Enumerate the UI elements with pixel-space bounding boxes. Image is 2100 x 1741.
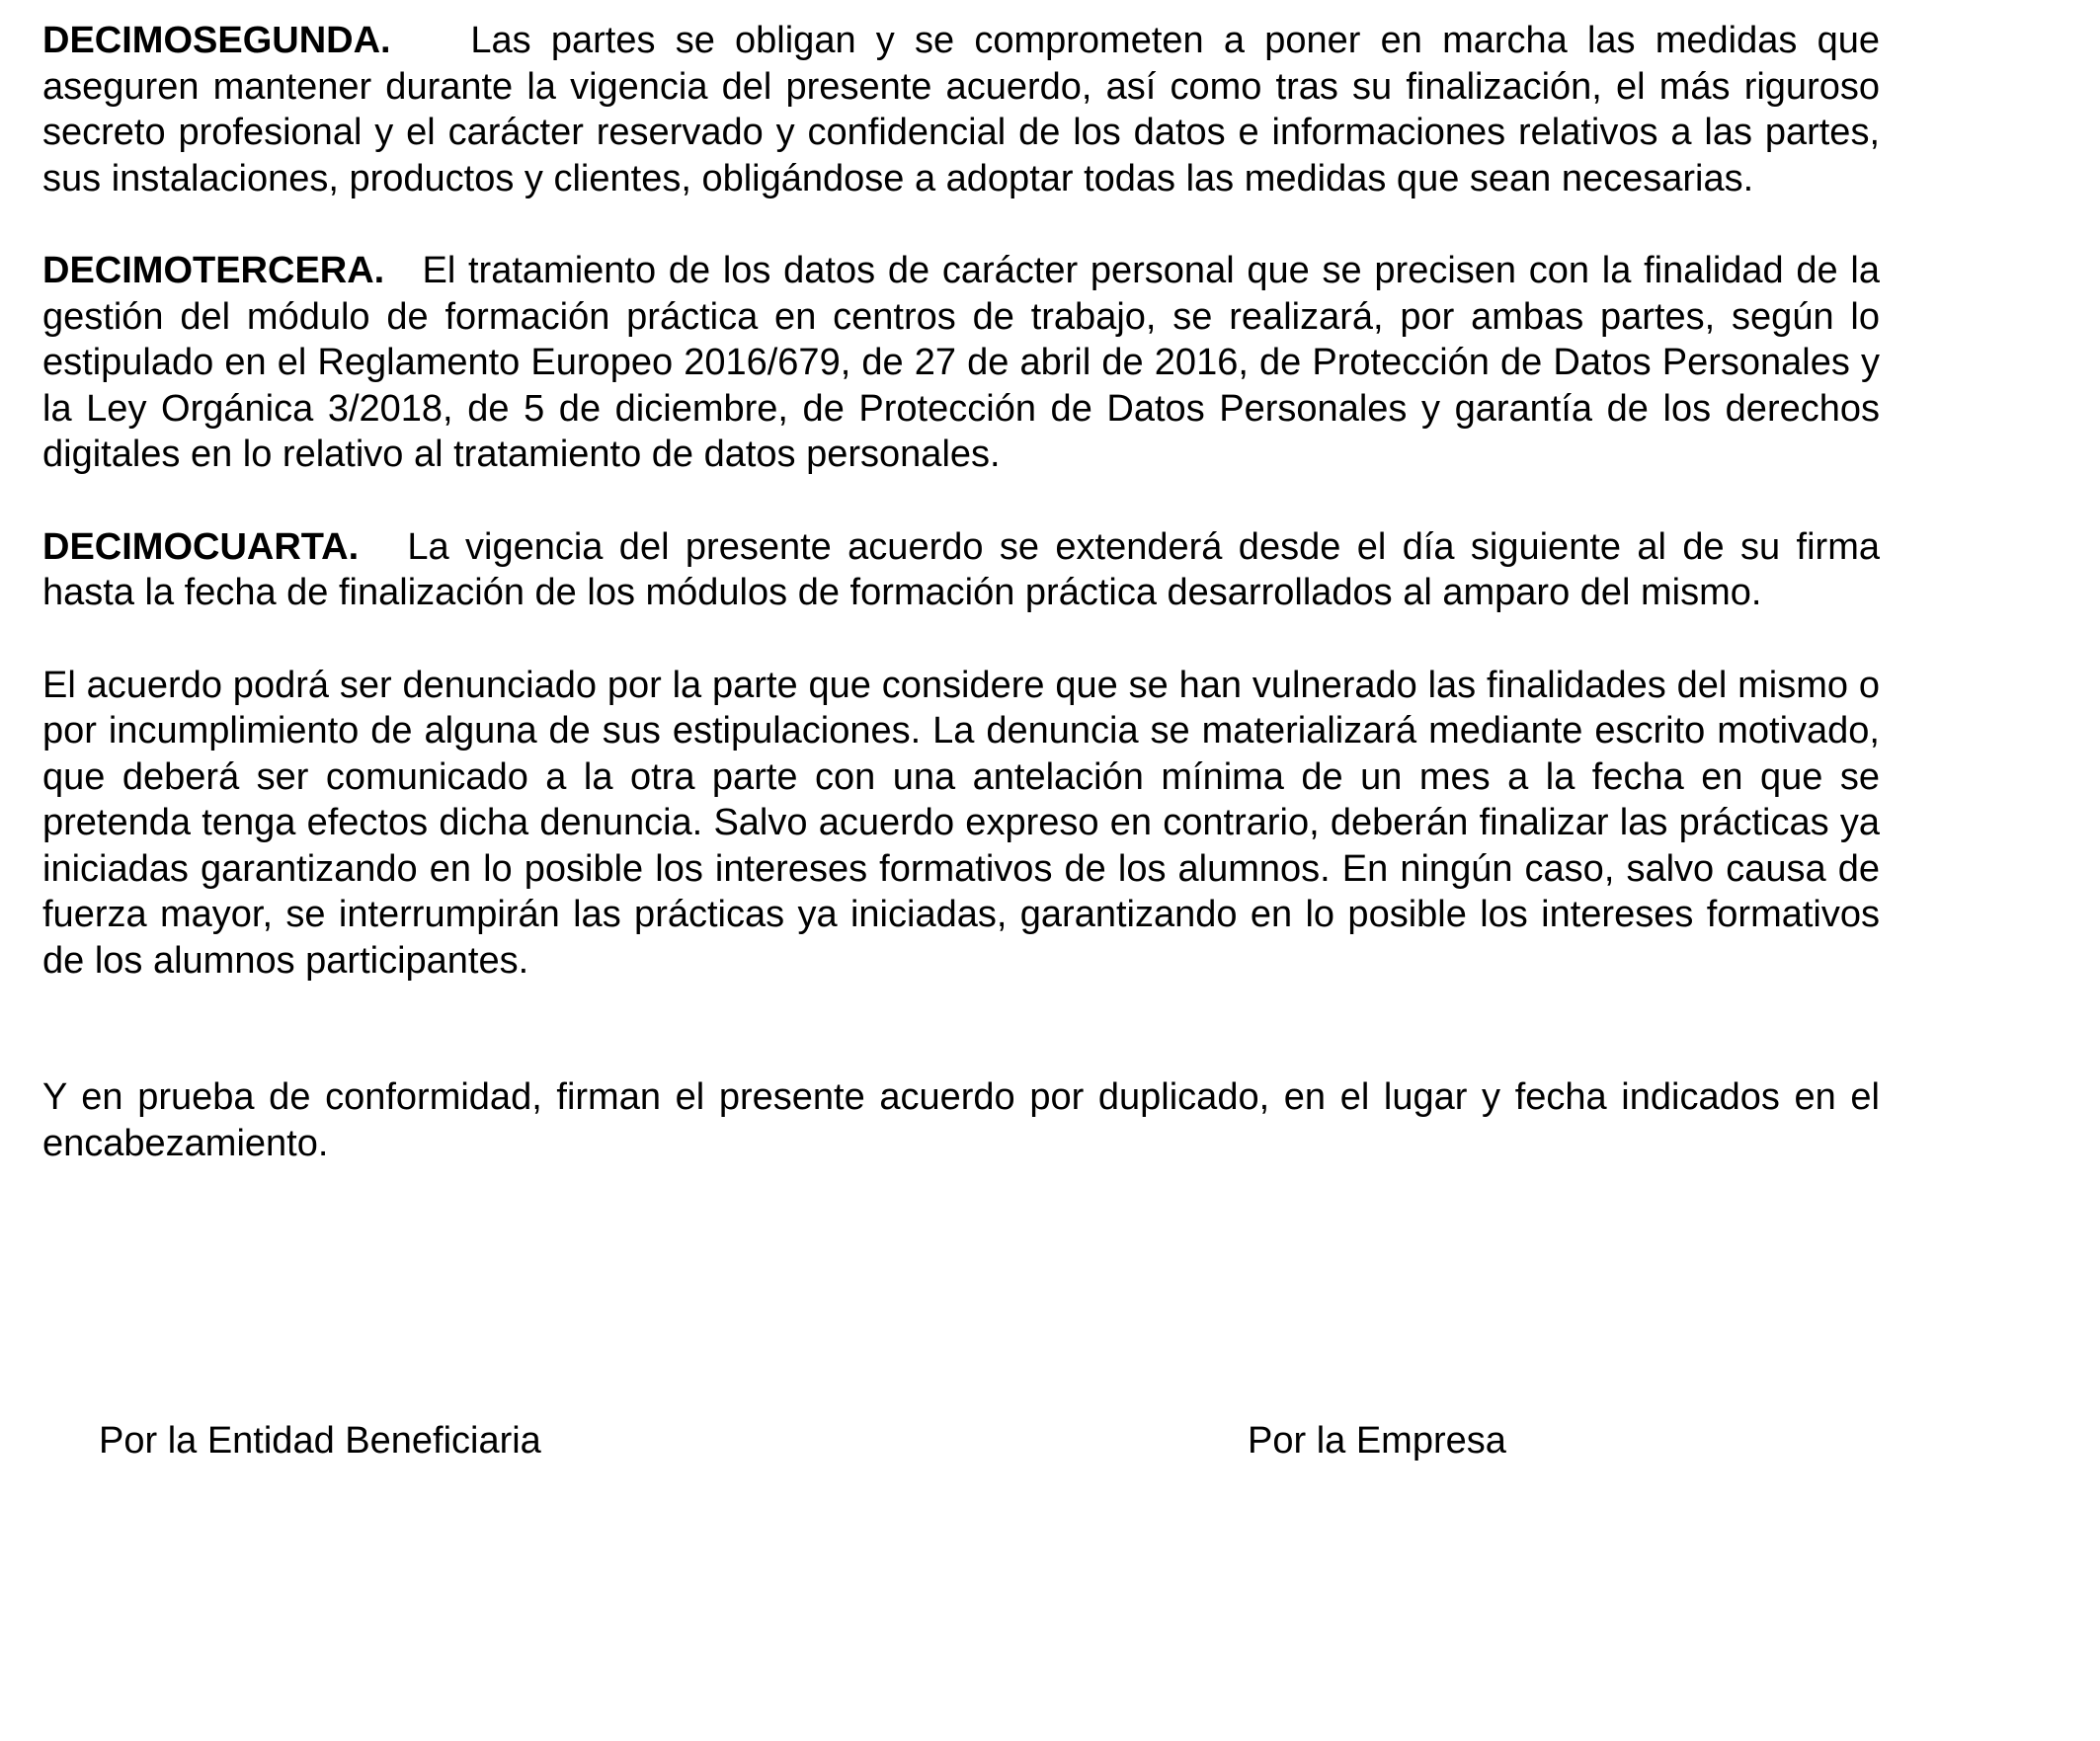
document-page	[42, 18, 1880, 1166]
paragraph-spacer	[42, 984, 1880, 1074]
clause-decimosegunda	[42, 18, 1880, 201]
clause-decimocuarta	[42, 524, 1880, 616]
signature-block	[0, 1418, 2100, 1477]
closing-paragraph: Y en prueba de conformidad, firman el presente acuerdo por duplicado, en el lugar y fecha indicados en el encabezamiento.	[42, 1076, 1880, 1164]
clause-label: DECIMOCUARTA.	[42, 525, 360, 568]
paragraph-spacer	[42, 478, 1880, 524]
clause-text: Las partes se obligan y se comprometen a poner en marcha las medidas que aseguren mantener durante la vigencia del presente acuerdo, así como tras su finalización, el más riguroso secreto profesional y el carácter reservado y confidencial de los datos e informaciones relativos a las partes, sus instalaciones, productos y clientes, obligándose a adoptar todas las medidas que sean necesarias.	[42, 20, 1881, 199]
clause-text: La vigencia del presente acuerdo se extenderá desde el día siguiente al de su firma hasta la fecha de finalización de los módulos de formación práctica desarrollados al amparo del mismo.	[42, 525, 1880, 613]
clause-label: DECIMOTERCERA.	[42, 250, 385, 291]
clause-text: El tratamiento de los datos de carácter personal que se precisen con la finalidad de la gestión del módulo de formación práctica en centros de trabajo, se realizará, por ambas partes, según lo estipulado en el Reglamento Europeo 2016/679, de 27 de abril de 2016, de Protección de Datos Personales y la Ley Orgánica 3/2018, de 5 de diciembre, de Protección de Datos Personales y garantía de los derechos digitales en lo relativo al tratamiento de datos personales.	[42, 250, 1880, 475]
clause-decimotercera	[42, 248, 1880, 478]
clause-label: DECIMOSEGUNDA.	[42, 20, 391, 61]
paragraph-spacer	[42, 201, 1880, 248]
signature-label-empresa: Por la Empresa	[1248, 1420, 1506, 1462]
paragraph-spacer	[42, 616, 1880, 663]
denuncia-paragraph: El acuerdo podrá ser denunciado por la parte que considere que se han vulnerado las finalidades del mismo o por incumplimiento de alguna de sus estipulaciones. La denuncia se materializará mediante escrito motivado, que deberá ser comunicado a la otra parte con una antelación mínima de un mes a la fecha en que se pretenda tenga efectos dicha denuncia. Salvo acuerdo expreso en contrario, deberán finalizar las prácticas ya iniciadas garantizando en lo posible los intereses formativos de los alumnos. En ningún caso, salvo causa de fuerza mayor, se interrumpirán las prácticas ya iniciadas, garantizando en lo posible los intereses formativos de los alumnos participantes.	[42, 664, 1880, 982]
signature-label-entidad: Por la Entidad Beneficiaria	[99, 1420, 541, 1462]
